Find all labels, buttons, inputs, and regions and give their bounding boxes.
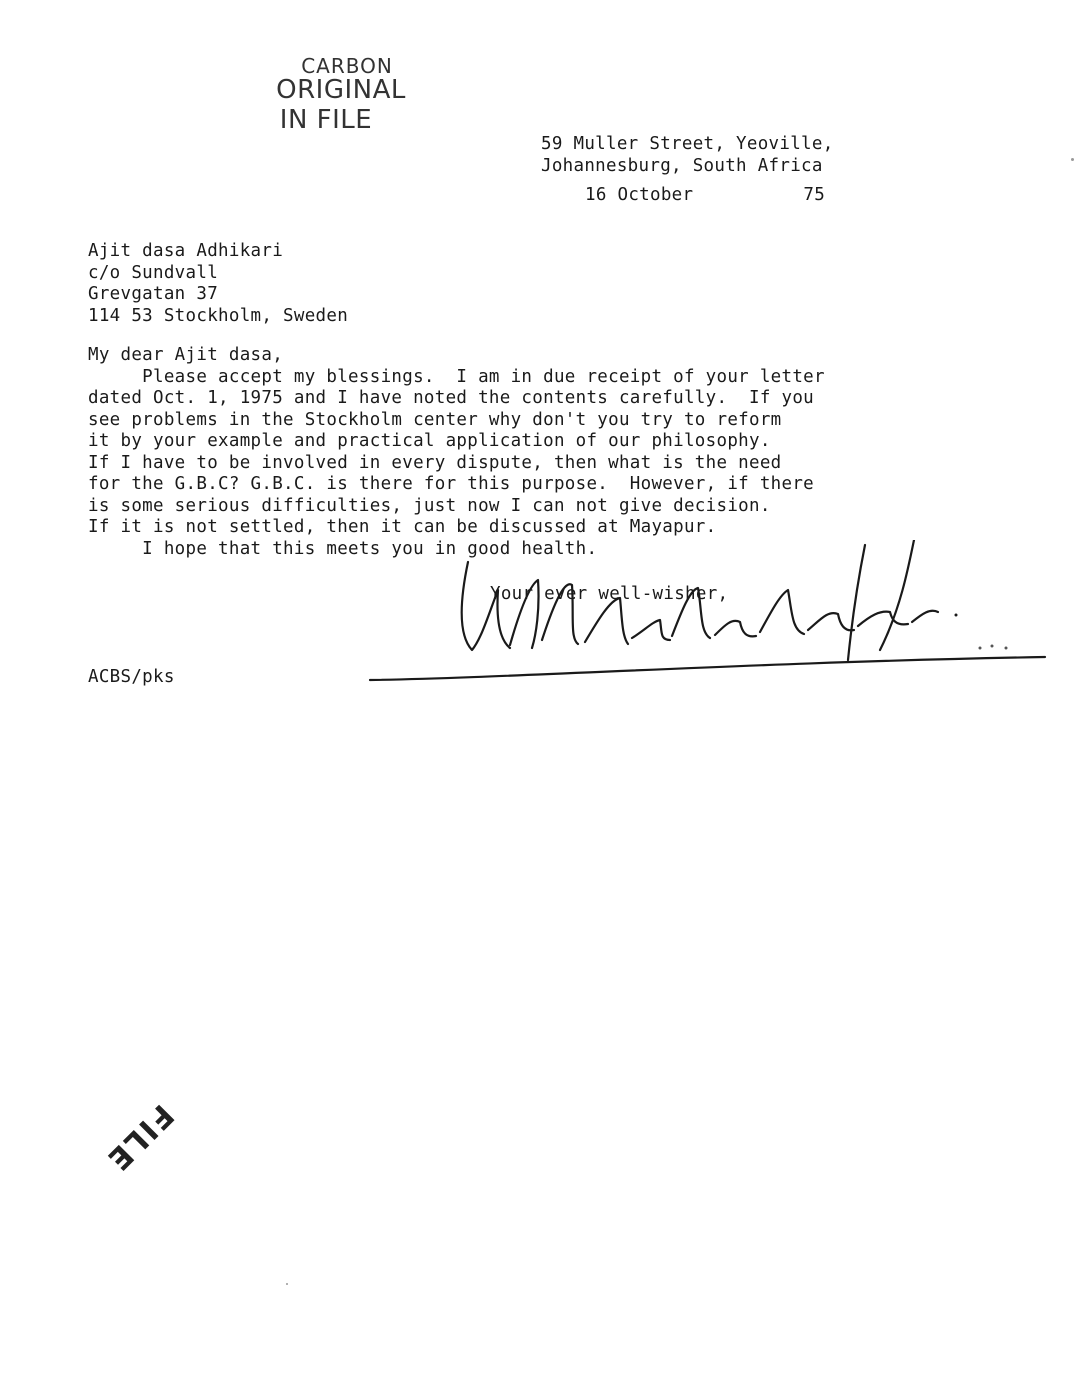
scan-speck [286, 1283, 288, 1285]
handwritten-signature [360, 540, 1060, 700]
body-line: Please accept my blessings. I am in due receipt of your letter [88, 366, 825, 387]
recipient-line-3: Grevgatan 37 [88, 284, 219, 304]
stamp-line-original: ORIGINAL [276, 75, 406, 105]
closing: Your ever well-wisher, [490, 584, 729, 604]
stamp-line-in-file: IN FILE [279, 105, 373, 135]
body-line: If it is not settled, then it can be discussed at Mayapur. [88, 517, 717, 537]
body-line: it by your example and practical application of our philosophy. [88, 431, 771, 451]
body-line: dated Oct. 1, 1975 and I have noted the contents carefully. If you [88, 388, 815, 408]
recipient-address [88, 241, 348, 327]
date-day-month: 16 October [585, 185, 694, 205]
salutation: My dear Ajit dasa, [88, 345, 284, 365]
file-stamp: FILE [99, 1097, 181, 1178]
body-line: I hope that this meets you in good health. [88, 538, 598, 559]
carbon-original-stamp [266, 56, 416, 133]
body-line: is some serious difficulties, just now I can not give decision. [88, 495, 771, 516]
body-line: If I have to be involved in every dispute, then what is the need [88, 452, 782, 473]
reference-initials: ACBS/pks [88, 667, 175, 687]
sender-address-line-1: 59 Muller Street, Yeoville, [541, 134, 834, 154]
body-line: see problems in the Stockholm center why don't you try to reform [88, 409, 782, 430]
letter-date [541, 185, 834, 207]
sender-address-line-2: Johannesburg, South Africa [541, 155, 823, 176]
recipient-line-4: 114 53 Stockholm, Sweden [88, 305, 349, 326]
stamp-line-carbon: CARBON [301, 54, 393, 78]
letter-body [88, 345, 825, 560]
body-line: for the G.B.C? G.B.C. is there for this purpose. However, if there [88, 474, 815, 494]
recipient-line-1: Ajit dasa Adhikari [88, 241, 284, 261]
sender-address [541, 134, 834, 207]
recipient-line-2: c/o Sundvall [88, 262, 219, 283]
date-year: 75 [803, 185, 826, 205]
scan-speck [1071, 158, 1074, 161]
